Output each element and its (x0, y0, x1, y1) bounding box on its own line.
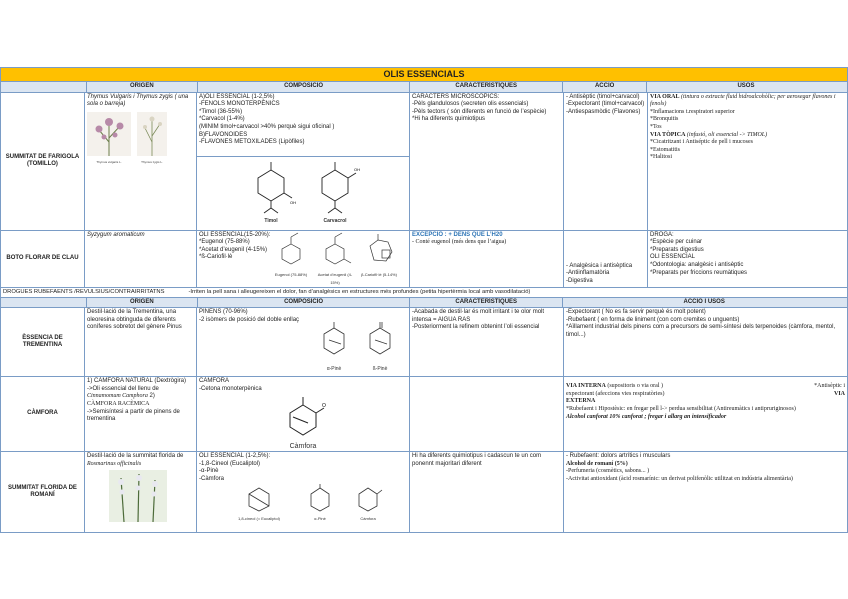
accio-cell (564, 93, 648, 230)
structure-label: ß-Pinè (372, 365, 388, 372)
composicio-list (197, 93, 409, 157)
svg-text:OH: OH (290, 199, 296, 205)
list-item: -Rubefaent ( en forma de liniment (con com cremites o unguents) (566, 316, 740, 323)
row-name: BOTO FLORAR DE CLAU (1, 231, 85, 287)
caracteristiques-cell (410, 93, 564, 230)
photo-caption: Thymus vulgaris L. (96, 160, 122, 165)
origen-line: CÀMFORA RACÈMICA (87, 400, 150, 407)
list-item: -Acabada de destil·lar és molt irritant i te olor molt intensa = AIGUA RAS (412, 309, 545, 323)
structure-label: 1,8-cineol (= Eucaliptol) (238, 516, 280, 522)
via-label: VIA (833, 390, 845, 397)
list-item: CÀMFORA (199, 378, 229, 385)
via-topica-label: VIA TÒPICA (650, 131, 686, 138)
list-item: -Càmfora (199, 475, 225, 482)
essential-oils-table (0, 67, 848, 533)
caryophyllene-structure (362, 232, 396, 268)
usos-cell (648, 231, 847, 287)
list-item: - Rubefaent: dolors artrítics i musculars (566, 453, 671, 460)
header-caracteristiques: CARACTERÍSTIQUES (410, 82, 563, 92)
table-row-clau (1, 231, 847, 288)
eugenol-structure (274, 232, 308, 268)
cineol-structure (242, 484, 276, 512)
header-origen: ORIGEN (87, 298, 198, 308)
list-item: - Analgèsica i antisèptica (566, 262, 633, 269)
list-item: -Antiespasmòdic (Flavones) (566, 108, 641, 115)
list-item: *Halitosi (650, 154, 672, 161)
list-item: -FLAVONES METOXILADES (Lipòfiles) (199, 139, 305, 146)
structure-label: Càmfora (360, 516, 376, 522)
list-item: (MINIM timol+carvacol >40% perquè sigui oficinal ) (199, 123, 335, 130)
list-item: *Inflamacions t.respiratori superior (650, 108, 735, 115)
list-item: OLI ESSENCIAL(15-20%): (199, 231, 271, 238)
timol-structure (246, 160, 296, 215)
list-item: -Activitat antioxidant (àcid rosmarínic: un derivat polifenòlic utilitzat en indústria alimentària) (566, 475, 793, 482)
alpha-pinene-structure-2 (305, 484, 335, 512)
via-interna-label: VIA INTERNA (566, 383, 606, 390)
structure-label: α-Pinè (326, 365, 342, 372)
list-item: *Hi ha diferents quimiotipus (412, 116, 486, 123)
externa-note-2: Alcohol canforat 10% canforat ; fregar i allarg an intensificador (566, 413, 727, 420)
list-item: *Tos (650, 123, 662, 130)
antiseptic-note: *Antisèptic i (814, 383, 845, 390)
rosemary-structures (229, 484, 407, 523)
structures (197, 157, 409, 226)
header-origen: ORIGEN (87, 82, 198, 92)
composicio-cell (197, 377, 410, 451)
list-item: *Espècie per cuinar (650, 239, 703, 246)
list-item: - Antisèptic (timol+carvacol) (566, 93, 640, 100)
accio-usos-cell (564, 377, 847, 451)
structure-label: Timol (264, 218, 278, 225)
list-item: -Expectorant (timol+carvacol) (566, 101, 645, 108)
row-name: SUMMITAT FLORIDA DE ROMANÍ (1, 452, 85, 532)
composicio-cell (197, 93, 410, 230)
list-item: -1,8-Cineol (Eucaliptol) (199, 460, 261, 467)
thyme-vulgaris-photo (87, 112, 131, 156)
origen-cell (85, 93, 197, 230)
origen-line: 1) CÀMFORA NATURAL (Dextrògira) (87, 378, 187, 385)
list-item: -Cetona monoterpènica (199, 385, 262, 392)
camphor-structure-wrap (199, 395, 407, 450)
externa-label: EXTERNA (566, 398, 596, 405)
row-name: SUMMITAT DE FARIGOLA (TOMILLO) (1, 93, 85, 230)
origen-cell: Destil·lació de la Trementina, una oleoresina obtinguda de diferents coníferes sobretot del gènere Pinus (85, 308, 197, 376)
header-row (1, 82, 847, 93)
list-item: -α-Pinè (199, 468, 219, 475)
table-row-trementina (1, 308, 847, 377)
accio-usos-cell (564, 452, 847, 532)
list-item: *Aïllament industrial dels pinens com a precursors de semi-síntesi dels terpenoides (càmfora, mentol, timol...) (566, 324, 836, 338)
carvacrol-structure (310, 160, 360, 215)
table-row-camfora (1, 377, 847, 452)
excepcio-note: - Conté eugenol (més dens que l’aigua) (412, 239, 507, 246)
origen-line: ->Semisíntesi a partir de pinens de trementina (87, 408, 180, 423)
list-item: *Bronquitis (650, 116, 679, 123)
origen-cell (85, 377, 197, 451)
composicio-cell (197, 452, 410, 532)
list-item: *Estomatitis (650, 146, 680, 153)
structure-label: β-Cariofil·lè (5-14%) (361, 272, 397, 278)
caracteristiques-cell (410, 231, 564, 287)
list-item: -Antiinflamatòria (566, 270, 610, 277)
thyme-zygis-photo (137, 112, 167, 156)
via-topica-note: (infusió, oli essencial -> TIMOL) (685, 131, 768, 138)
list-item: OLI ESSENCIAL (1-2,5%): (199, 453, 271, 460)
list-item: -Expectorant ( No es fa servir perquè és molt potent) (566, 309, 706, 316)
origen-cell: Syzygum aromaticum (85, 231, 197, 287)
usos-cell (648, 93, 847, 230)
species-name: Rosmarinus officinalis (87, 460, 142, 467)
plant-photos (87, 112, 194, 167)
header-accio: ACCIÓ (563, 82, 647, 92)
accio-cell (564, 231, 648, 287)
structure-label: α-Pinè (314, 516, 326, 522)
camphor-structure-2 (353, 484, 383, 512)
rosemary-photo (109, 470, 167, 522)
origen-text: Thymus Vulgaris i Thymus zygis ( una sola o barreja) (87, 93, 189, 108)
list-item: -Posteriorment la refinem obtenint l’oli essencial (412, 324, 540, 331)
origen-cell (85, 452, 197, 532)
photo-caption: Thymus zygis L. (141, 160, 163, 165)
table-row-romani (1, 452, 847, 532)
list-item: *Odontologia: analgèsic i antisèptic (650, 261, 744, 268)
list-item: A)OLI ESSENCIAL (1-2,5%) (199, 93, 275, 100)
list-item: OLI ESSENCIAL (650, 254, 696, 261)
header-composicio: COMPOSICIÓ (198, 298, 410, 308)
row-name: ÈSSENCIA DE TREMENTINA (1, 308, 85, 376)
origen-line: 2) (147, 393, 155, 400)
list-item: -Pèls tectors ( són diferents en funció de l’espècie) (412, 108, 547, 115)
table-title: OLIS ESSENCIALS (1, 68, 847, 82)
list-item: -FENOLS MONOTERPÈNICS (199, 101, 280, 108)
via-interna-note-2: expectorant (afeccions vies respiratòries) (566, 390, 665, 397)
origen-line: ->Oli essencial del llenu de (87, 385, 159, 392)
externa-note: *Rubefaent i Hipostèsic: en fregar pell l-> perdua sensibilitat (Antireumàtics i antipruriginosos) (566, 405, 796, 412)
composicio-cell (197, 308, 410, 376)
via-interna-note: (supositoris o via oral ) (605, 383, 664, 390)
caracteristiques-cell (410, 377, 564, 451)
species-name: Cinnamomum Camphora (87, 393, 148, 400)
list-item: DROGA: (650, 231, 674, 238)
list-item: -Perfumeria (cosmètics, sabons... ) (566, 468, 650, 475)
structure-label: Eugenol (75-88%) (274, 272, 308, 278)
header-row-2 (1, 298, 847, 309)
list-item: *ß-Cariofil·lè (199, 254, 233, 261)
list-item: *Carvacol (1-4%) (199, 116, 245, 123)
list-item: *Acetat d’eugenil (4-15%) (199, 246, 268, 253)
list-item: *Cicatritzant i Antiséptic de pell i mucoses (650, 139, 753, 146)
section-note: -Irriten la pell sana i alleugereixen el dolor, fan d’analgèsics en estructures més profundes (petita hipertèrmia local amb vasodilatació) (188, 288, 531, 295)
list-item: B)FLAVONOIDES (199, 131, 248, 138)
list-item: -Digestiva (566, 278, 593, 284)
header-composicio: COMPOSICIÓ (198, 82, 410, 92)
header-accio-usos: ACCIÓ I USOS (683, 298, 725, 305)
excepcio-label: EXCEPCIÓ : + DENS QUE L’H20 (412, 231, 503, 238)
structure-label: Carvacrol (323, 218, 347, 225)
via-oral-label: VIA ORAL (650, 93, 680, 100)
svg-text:O: O (322, 403, 326, 410)
acetyl-eugenol-structure (318, 232, 352, 268)
header-usos: USOS (737, 83, 755, 89)
section-title: DROGUES RUBEFAENTS /REVULSIUS/CONTRAIRRITATNS (3, 288, 165, 295)
table-row-farigola (1, 93, 847, 231)
composicio-cell (197, 231, 410, 287)
via-oral-note: (tintura o extracte fluid hidroalcohòlic; per aerosegar flavones i fenols) (650, 93, 836, 108)
structure-label: Càmfora (289, 442, 317, 450)
accio-usos-cell (564, 308, 847, 376)
list-item: *Eugenol (75-88%) (199, 239, 250, 246)
pinene-structures (319, 322, 407, 373)
caracteristiques-cell: Hi ha diferents quimiotipus i cadascun te un com ponennt majoritari diferent (410, 452, 564, 532)
list-item: *Timol (36-55%) (199, 108, 243, 115)
structure-label: Acetat d’eugenil (4-15%) (317, 272, 353, 285)
list-item: PINENS (70-96%) (199, 309, 248, 316)
section-rubefaents (1, 288, 847, 298)
caracteristiques-cell (410, 308, 564, 376)
list-item: -Pèls glandulosos (secreten olis essencials) (412, 101, 529, 108)
row-name: CÀMFORA (1, 377, 85, 451)
list-item: Alcohol de romaní (5%) (566, 460, 628, 467)
alpha-pinene-structure (319, 322, 349, 362)
header-caracteristiques: CARACTERÍSTIQUES (410, 298, 563, 308)
list-item: -2 isòmers de posició del doble enllaç (199, 316, 300, 323)
svg-text:OH: OH (354, 166, 360, 172)
list-item: *Preparats digestius (650, 246, 704, 253)
origen-text: Destil·lació de la summitat florida de (87, 453, 184, 460)
list-item: CARÀCTERS MICROSCÒPICS: (412, 93, 500, 100)
clove-structures (271, 232, 399, 287)
camphor-structure (278, 395, 328, 439)
beta-pinene-structure (365, 322, 395, 362)
list-item: *Preparats per friccions reumàtiques (650, 269, 748, 276)
